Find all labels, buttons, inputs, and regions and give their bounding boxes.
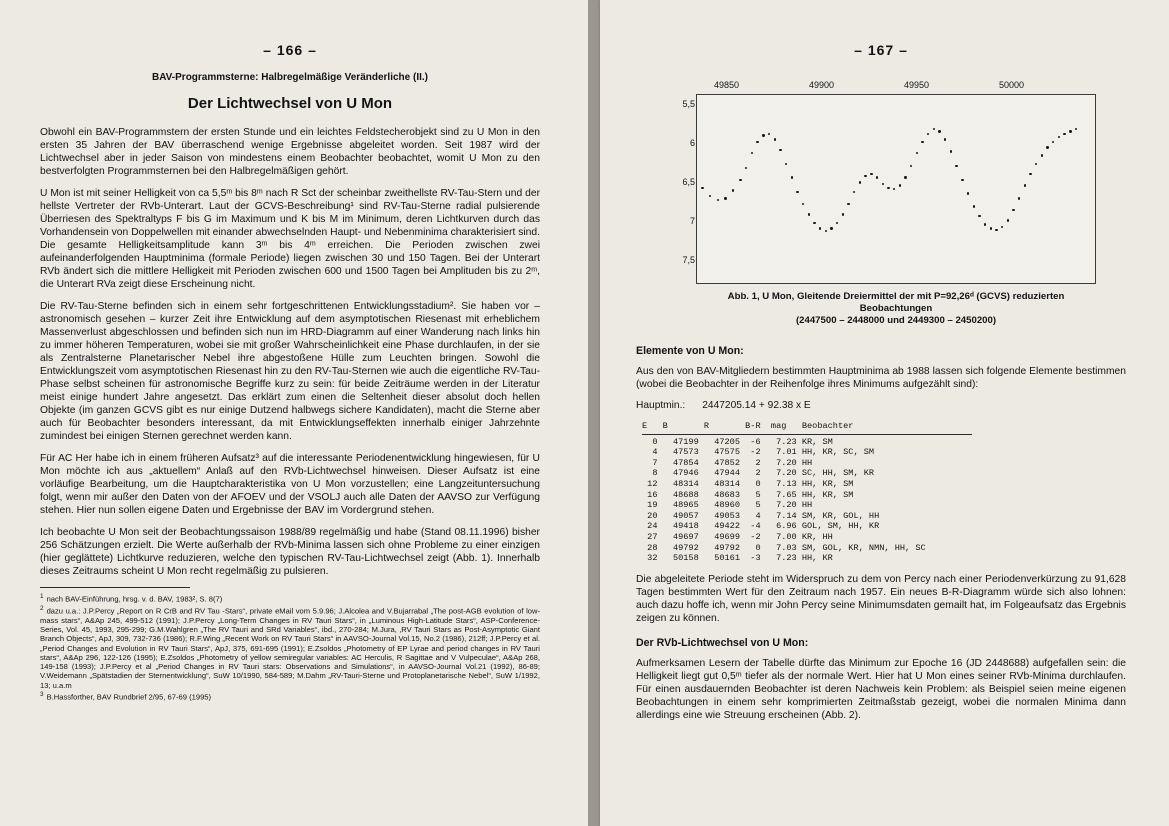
data-point bbox=[842, 213, 844, 215]
footnote-text: dazu u.a.: J.P.Percy „Report on R CrB and RV Tau -Stars“, private eMail vom 5.9.96; J.Alcolea and V.Bujarrabal „The post-AGB evolution of low-mass stars“, A&Ap 245, 499-512 (1991); J.P.Percy „Long-Term Changes in RV Tauri Stars“, in „Luminous High-Latitude Stars“, ASP-Conference-Series, Vol. 45, 1993, 295-299; G.M.Wahlgren „The RV Tauri and SRd Variables“, ibd., 270-284; M.Jura, ‚RV Tauri Stars as Post-Asymptotic Giant Branch Objects“, ApJ, 309, 732-736 (1986); R.F.Wing „Recent Work on RV Tauri Stars“ in AAVSO-Journal Vol.15, No.2 (1986), 212ff; J.P.Percy et al. „Period Changes and Evolution in RV Tauri Stars“, ApJ, 375, 691-695 (1991); E.Zsoldos „Photometry of EP Lyrae and period changes in RV Tauri stars“, A&Ap 296, 122-126 (1995); E.Zsoldos „Photometry of yellow semiregular variables: AC Herculis, R Sagittae and V Vulpeculae“, A&Ap 268, 149-158 (1993); J.P.Percy et al „Period Changes in RV Tauri stars: Observations and Simulations“, in AAVSO-Journal Vol.21 (1992), 86-89; V.Weidemann „Spätstadien der Sternentwicklung“, SuW 10/1990, 584-589; M.Dahm „RV-Tauri-Sterne und Protoplanetarische Nebel“, SuW 1/1992, 13; u.a.m bbox=[40, 606, 540, 690]
data-point bbox=[933, 128, 935, 130]
data-point bbox=[853, 191, 855, 193]
x-tick-label: 49950 bbox=[904, 80, 930, 90]
paragraph: Die RV-Tau-Sterne befinden sich in einem sehr fortgeschrittenen Entwicklungsstadium². Sie haben vor – astronomisch gesehen – kurzer Zeit ihre Entwicklung auf dem asymptotischen Riesenast mit erheblichem Massenverlust abgeschlossen und befinden sich nun im HRD-Diagramm auf einer Wanderung nach links hin zu immer höheren Temperaturen, wobei sie mit großer Wahrscheinlichkeit eine Phase durchlaufen, in der sie als Zentralsterne Planetarischer Nebel ihre abgestoßene Hülle zum Leuchten bringen. Sowohl die Entwicklungszeit vom asymptotischen Riesenast hin zu den RV-Tau-Sternen wie auch die eigentliche RV-Tau-Phase selbst scheinen für astronomische Begriffe kurz zu sein: für beide Zeiträume werden in der Literatur meist einige hundert Jahre angesetzt. Das erklärt zum einen die Seltenheit dieser absolut doch hellen Objekte (im ganzen GCVS gibt es nur einige Dutzend halbwegs sichere Kandidaten), macht die Sterne aber auch für Beobachter besonders interessant, da mit Entwicklungseffekten innerhalb einiger Jahrzehnte zumindest bei einigen Sternen gerechnet werden kann. bbox=[40, 301, 540, 442]
data-point bbox=[944, 138, 946, 140]
data-point bbox=[745, 167, 747, 169]
data-point bbox=[990, 227, 992, 229]
data-point bbox=[984, 223, 986, 225]
data-point bbox=[836, 222, 838, 224]
data-point bbox=[1001, 226, 1003, 228]
data-point bbox=[910, 165, 912, 167]
x-tick-label: 49900 bbox=[809, 80, 835, 90]
y-tick-label: 6 bbox=[689, 138, 695, 148]
data-point bbox=[825, 230, 827, 232]
y-tick-label: 6,5 bbox=[682, 177, 695, 187]
figure-caption-line2: (2447500 – 2448000 und 2449300 – 2450200) bbox=[795, 315, 997, 326]
data-point bbox=[973, 205, 975, 207]
y-tick-label: 5,5 bbox=[682, 99, 695, 109]
article-title: Der Lichtwechsel von U Mon bbox=[187, 95, 393, 112]
data-point bbox=[1046, 146, 1048, 148]
data-point bbox=[921, 141, 923, 143]
data-point bbox=[756, 141, 758, 143]
data-point bbox=[701, 187, 703, 189]
data-point bbox=[859, 181, 861, 183]
x-tick-label: 49850 bbox=[714, 80, 740, 90]
footnote-number: 3 bbox=[40, 691, 44, 699]
data-point bbox=[785, 163, 787, 165]
book-gutter bbox=[588, 0, 600, 826]
footnote-item bbox=[40, 604, 540, 690]
footnote-text: nach BAV-Einführung, hrsg. v. d. BAV, 1983², S. 8(7) bbox=[46, 594, 223, 604]
paragraph: U Mon ist mit seiner Helligkeit von ca 5,5ᵐ bis 8ᵐ nach R Sct der scheinbar zweithellste RV-Tau-Stern und der hellste Vertreter der RVb-Unterart. Laut der GCVS-Beschreibung¹ sind RV-Tau-Sterne radial pulsierende Überriesen des Spektraltyps F bis G im Maximum und K bis M im Minimum, deren Lichtkurven durch das Vorhandensein von Doppelwellen mit einander abwechselnden Haupt- und Nebenminima charakterisiert sind. Die gesamte Helligkeitsamplitude kann 3ᵐ bis 4ᵐ erreichen. Die Perioden zwischen zwei aufeinanderfolgenden Hauptminima (formale Periode) liegen zwischen 30 und 150 Tagen. Bei der Unterart RVb ändert sich die mittlere Helligkeit mit Perioden zwischen 600 und 1500 Tagen bei Amplituden bis zu 2ᵐ, die Unterart RVa zeigt diese Erscheinung nicht. bbox=[40, 188, 540, 290]
data-point bbox=[762, 134, 764, 136]
data-point bbox=[732, 189, 734, 191]
data-point bbox=[887, 187, 889, 189]
footnote-text: B.Hassforther, BAV Rundbrief 2/95, 67-69 (1995) bbox=[46, 692, 212, 702]
figure-caption bbox=[696, 291, 1096, 327]
footnote-number: 2 bbox=[40, 604, 44, 612]
data-point bbox=[768, 133, 770, 135]
data-point bbox=[1007, 219, 1009, 221]
data-point bbox=[893, 188, 895, 190]
data-point bbox=[978, 215, 980, 217]
left-page-content bbox=[40, 42, 540, 702]
table-body: 0 47199 47205 -6 7.23 KR, SM 4 47573 47575 -2 7.01 HH, KR, SC, SM 7 47854 47852 2 7.20 HH 8 47946 47944 2 7.20 SC, HH, SM, KR 12 48314 48314 0 7.13 HH, KR, SM 16 48688 48683 5 7.65 HH, KR, SM 19 48965 48960 5 7.20 HH 20 49057 49053 4 7.14 SM, KR, GOL, HH 24 49418 49422 -4 6.96 GOL, SM, HH, KR 27 49697 49699 -2 7.00 KR, HH 28 49792 49792 0 7.03 SM, GOL, KR, NMN, HH, SC 32 50158 50161 -3 7.23 HH, KR bbox=[647, 436, 926, 564]
data-point bbox=[950, 150, 952, 152]
right-page-content bbox=[636, 42, 1126, 731]
data-point bbox=[1041, 154, 1043, 156]
data-point bbox=[882, 183, 884, 185]
data-point bbox=[813, 222, 815, 224]
data-point bbox=[847, 203, 849, 205]
data-point bbox=[1035, 163, 1037, 165]
data-point bbox=[1058, 136, 1060, 138]
elements-section bbox=[636, 345, 1126, 411]
data-point bbox=[904, 176, 906, 178]
data-point bbox=[724, 197, 726, 199]
section-heading-elemente: Elemente von U Mon: bbox=[636, 345, 744, 357]
data-point bbox=[774, 138, 776, 140]
figure-x-axis-labels bbox=[696, 80, 1096, 94]
paragraph: Für AC Her habe ich in einem früheren Aufsatz³ auf die interessante Periodenentwicklung hingewiesen, für U Mon möchte ich aus „aktuellem“ Anlaß auf den RVb-Lichtwechsel hinweisen. Dieser Aufsatz ist eine vorläufige Bearbeitung, um die Hauptcharakteristika von U Mon vorzustellen; eine Langzeituntersuchung folgt, wenn mir außer den Daten von der AFOEV und der VSOLJ auch alle Daten der AAVSO zur Verfügung stehen. Hier nun sollen eigene Daten und Ergebnisse der BAV im Vordergrund stehen. bbox=[40, 453, 540, 516]
hauptmin-formula: 2447205.14 + 92.38 x E bbox=[702, 400, 811, 411]
footnote-divider bbox=[40, 587, 190, 588]
right-page-number: – 167 – bbox=[854, 42, 908, 58]
figure-1 bbox=[682, 80, 1096, 327]
data-point bbox=[995, 229, 997, 231]
left-body-text bbox=[40, 126, 540, 578]
figure-plot-area bbox=[682, 94, 1096, 284]
hauptminimum-line bbox=[636, 400, 1126, 411]
running-head: BAV-Programmsterne: Halbregelmäßige Veränderliche (II.) bbox=[151, 72, 428, 83]
data-point bbox=[916, 152, 918, 154]
data-point bbox=[967, 192, 969, 194]
data-point bbox=[955, 165, 957, 167]
data-point bbox=[739, 179, 741, 181]
left-page-number: – 166 – bbox=[263, 42, 317, 58]
hauptmin-label: Hauptmin.: bbox=[636, 400, 686, 411]
footnotes bbox=[40, 592, 540, 702]
data-point bbox=[1052, 141, 1054, 143]
footnote-item bbox=[40, 690, 540, 702]
paragraph: Aufmerksamen Lesern der Tabelle dürfte das Minimum zur Epoche 16 (JD 2448688) aufgefallen sein: die Helligkeit liegt gut 0,5ᵐ tiefer als der normale Wert. Hier hat U Mon eines seiner RVb-Minima durchlaufen. Für einen ausdauernden Beobachter ist deren Nachweis kein Problem: als Beispiel seien meine eigenen Beobachtungen in einem sehr komprimierten Zeitmaßstab gezeigt, wobei die normalen Minima dann allerdings eine wie Streuung erscheinen (Abb. 2). bbox=[636, 657, 1126, 721]
data-point bbox=[796, 191, 798, 193]
data-point bbox=[791, 176, 793, 178]
x-tick-label: 50000 bbox=[999, 80, 1025, 90]
table-header-row: E B R B-R mag Beobachter bbox=[642, 421, 854, 431]
data-point bbox=[864, 175, 866, 177]
y-tick-label: 7 bbox=[689, 216, 695, 226]
paragraph: Aus den von BAV-Mitgliedern bestimmten Hauptminima ab 1988 lassen sich folgende Elemente bestimmen (wobei die Beobachter in der Reihenfolge ihres Minimums aufgezählt sind): bbox=[636, 366, 1126, 390]
figure-caption-line1: Abb. 1, U Mon, Gleitende Dreiermittel der mit P=92,26ᵈ (GCVS) reduzierten Beobachtungen bbox=[727, 291, 1065, 314]
data-point bbox=[717, 199, 719, 201]
data-point bbox=[802, 203, 804, 205]
data-point bbox=[808, 213, 810, 215]
paragraph: Ich beobachte U Mon seit der Beobachtungssaison 1988/89 regelmäßig und habe (Stand 08.11.1996) bisher 256 Schätzungen erzielt. Die Werte außerhalb der RVb-Minima lassen sich ohne Probleme zu einer einzigen (hier geglättete) Lichtkurve reduzieren, welche den typischen RV-Tau-Lichtwechsel zeigt (Abb. 1). Innerhalb dieses Zeitraums scheint U Mon recht regelmäßig zu pulsieren. bbox=[40, 527, 540, 577]
data-point bbox=[899, 184, 901, 186]
data-point bbox=[1063, 133, 1065, 135]
data-point bbox=[876, 176, 878, 178]
data-point bbox=[927, 133, 929, 135]
data-point bbox=[751, 152, 753, 154]
data-point bbox=[1075, 128, 1077, 130]
data-point bbox=[709, 195, 711, 197]
y-tick-label: 7,5 bbox=[682, 255, 695, 265]
section-heading-rvb: Der RVb-Lichtwechsel von U Mon: bbox=[636, 636, 809, 649]
rvb-section bbox=[636, 637, 1126, 722]
data-point bbox=[938, 130, 940, 132]
data-point bbox=[870, 173, 872, 175]
minima-table bbox=[642, 421, 1126, 564]
data-point bbox=[1012, 209, 1014, 211]
paragraph-after-table: Die abgeleitete Periode steht im Widerspruch zu dem von Percy nach einer Periodenverkürzung zu 91,628 Tagen bestimmten Wert für den Zeitraum nach 1957. Ein neues B-R-Diagramm würde sich also lohnen: auch dazu hoffe ich, wenn mir John Percy seine Minimumsdaten gemailt hat, im Folgeaufsatz das Ergebnis zeigen zu können. bbox=[636, 573, 1126, 624]
data-point bbox=[830, 227, 832, 229]
data-point bbox=[819, 227, 821, 229]
data-point bbox=[1018, 197, 1020, 199]
data-point bbox=[1069, 130, 1071, 132]
paragraph: Obwohl ein BAV-Programmstern der ersten Stunde und ein leichtes Feldstecherobjekt sind zu U Mon in den ersten 35 Jahren der BAV überraschend wenige Ergebnisse abgeleitet worden. Seit 1987 wird der Lichtwechsel aber in jeder Saison von mindestens einem Beobachter beobachtet, womit U Mon zu den bestverfolgten Programmsternen bei den Halbregelmäßigen gehört. bbox=[40, 127, 540, 177]
data-point bbox=[779, 149, 781, 151]
footnote-number: 1 bbox=[40, 593, 44, 600]
data-point bbox=[1024, 184, 1026, 186]
table-header-rule bbox=[642, 434, 972, 435]
scatter-points-layer bbox=[697, 95, 1095, 283]
data-point bbox=[961, 179, 963, 181]
footnote-item bbox=[40, 592, 540, 604]
data-point bbox=[1029, 173, 1031, 175]
